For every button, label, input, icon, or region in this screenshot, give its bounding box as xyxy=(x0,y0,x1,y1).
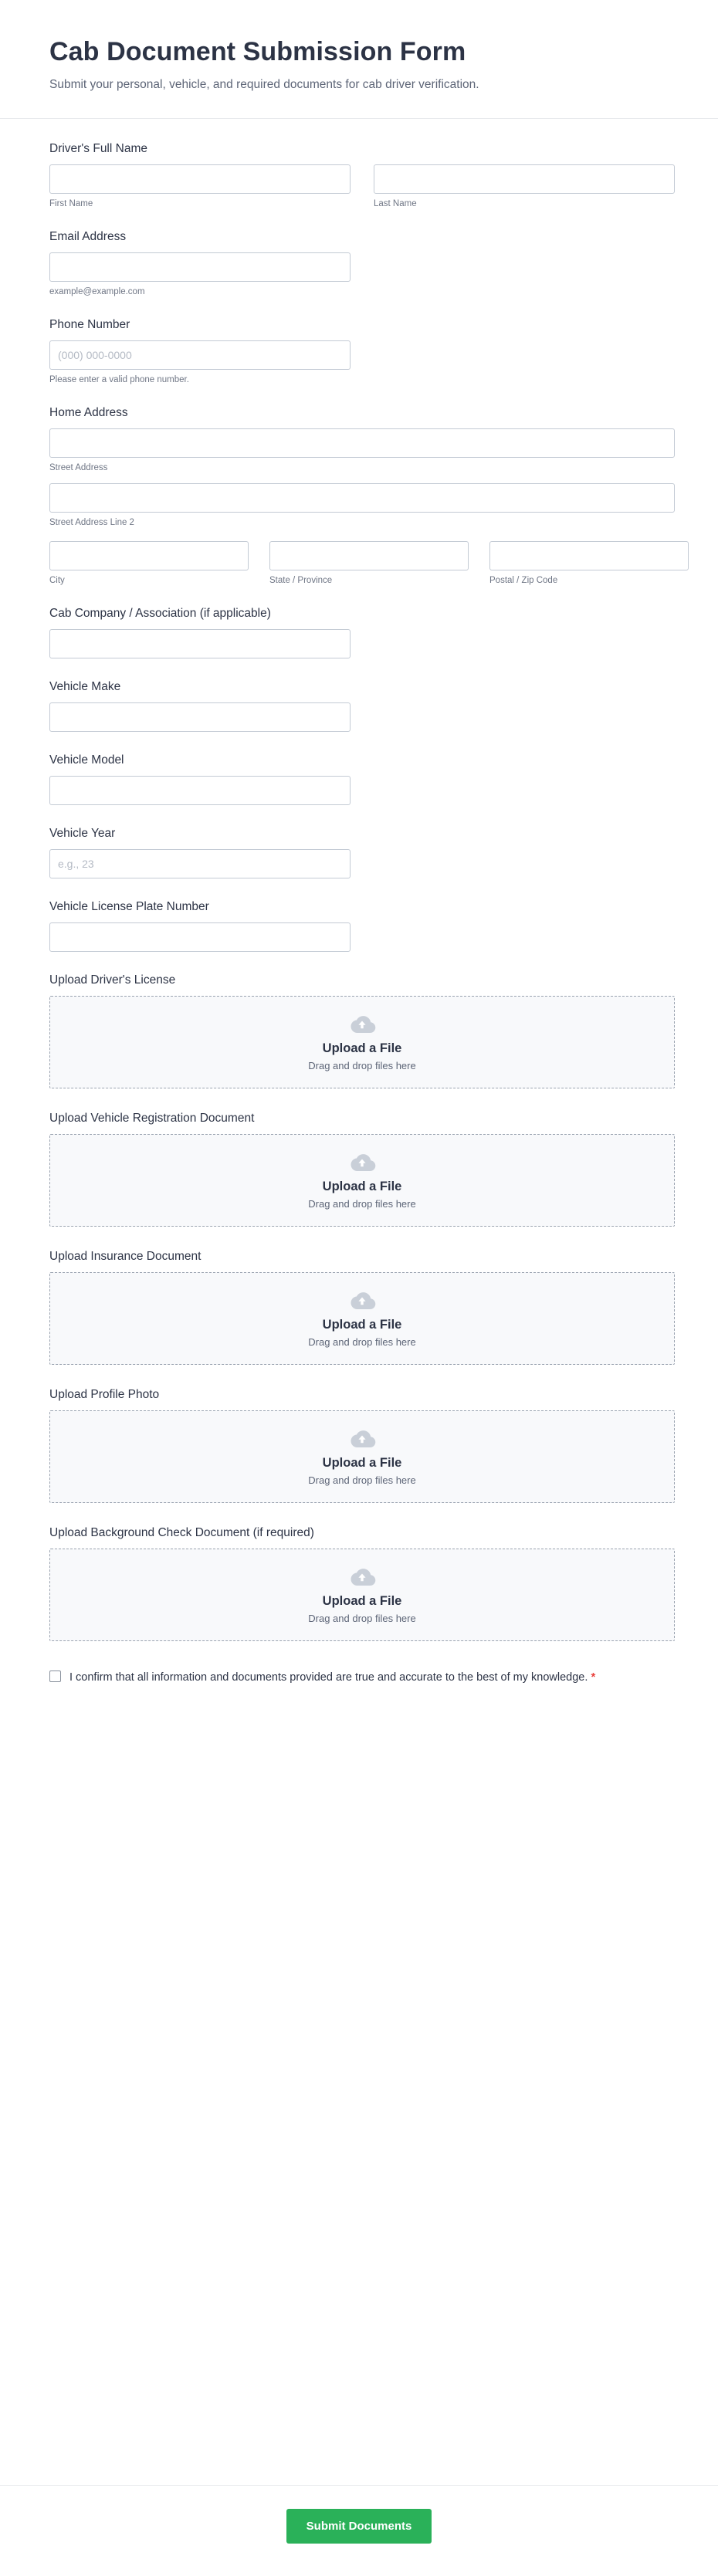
cloud-upload-icon xyxy=(347,1566,377,1587)
cloud-upload-icon xyxy=(347,1290,377,1311)
upload-drivers-license xyxy=(49,973,669,1088)
upload-insurance-document xyxy=(49,1250,669,1365)
upload-button-label: Upload a File xyxy=(322,1317,402,1332)
field-vehicle-year xyxy=(49,827,669,878)
field-phone xyxy=(49,318,669,384)
upload-background-check xyxy=(49,1526,669,1641)
postal-code-input[interactable] xyxy=(489,541,689,570)
street-address-input[interactable] xyxy=(49,428,675,458)
upload-drivers-license-label: Upload Driver's License xyxy=(49,973,176,987)
phone-label: Phone Number xyxy=(49,318,130,331)
home-address-label: Home Address xyxy=(49,406,128,419)
first-name-group xyxy=(49,164,351,208)
upload-insurance-dropzone[interactable] xyxy=(49,1272,675,1365)
upload-profile-photo-label: Upload Profile Photo xyxy=(49,1388,160,1401)
postal-code-sublabel: Postal / Zip Code xyxy=(489,576,558,585)
upload-drag-label: Drag and drop files here xyxy=(308,1197,416,1210)
city-group xyxy=(49,541,249,585)
field-cab-company xyxy=(49,607,669,658)
first-name-sublabel: First Name xyxy=(49,199,93,208)
upload-button-label: Upload a File xyxy=(322,1593,402,1608)
cloud-upload-icon xyxy=(347,1152,377,1173)
upload-vehicle-registration-label: Upload Vehicle Registration Document xyxy=(49,1112,255,1125)
city-sublabel: City xyxy=(49,576,65,585)
first-name-input[interactable] xyxy=(49,164,351,194)
last-name-group xyxy=(374,164,675,208)
upload-background-check-dropzone[interactable] xyxy=(49,1549,675,1641)
last-name-input[interactable] xyxy=(374,164,675,194)
cloud-upload-icon xyxy=(347,1014,377,1034)
vehicle-make-input[interactable] xyxy=(49,702,351,732)
field-license-plate xyxy=(49,900,669,952)
upload-background-check-label: Upload Background Check Document (if required) xyxy=(49,1526,314,1539)
form-footer xyxy=(0,2485,718,2576)
consent-checkbox[interactable] xyxy=(49,1671,61,1682)
vehicle-model-input[interactable] xyxy=(49,776,351,805)
form-body xyxy=(0,119,718,2485)
field-vehicle-make xyxy=(49,680,669,732)
full-name-label: Driver's Full Name xyxy=(49,142,147,155)
email-label: Email Address xyxy=(49,230,127,243)
state-province-sublabel: State / Province xyxy=(269,576,333,585)
submit-button[interactable]: Submit Documents xyxy=(286,2509,432,2544)
phone-sublabel: Please enter a valid phone number. xyxy=(49,375,189,384)
upload-button-label: Upload a File xyxy=(322,1455,402,1470)
required-marker: * xyxy=(591,1671,596,1684)
street-address-line2-input[interactable] xyxy=(49,483,675,513)
consent-label xyxy=(69,1669,595,1686)
field-full-name xyxy=(49,142,669,208)
consent-row xyxy=(49,1669,669,1686)
page-subtitle: Submit your personal, vehicle, and required documents for cab driver verification. xyxy=(49,78,479,91)
license-plate-label: Vehicle License Plate Number xyxy=(49,900,209,913)
state-province-input[interactable] xyxy=(269,541,469,570)
upload-profile-photo-dropzone[interactable] xyxy=(49,1410,675,1503)
field-home-address xyxy=(49,406,669,585)
cloud-upload-icon xyxy=(347,1428,377,1449)
upload-drag-label: Drag and drop files here xyxy=(308,1059,416,1071)
last-name-sublabel: Last Name xyxy=(374,199,417,208)
cab-company-label: Cab Company / Association (if applicable) xyxy=(49,607,271,620)
upload-drivers-license-dropzone[interactable] xyxy=(49,996,675,1088)
upload-drag-label: Drag and drop files here xyxy=(308,1612,416,1624)
cab-company-input[interactable] xyxy=(49,629,351,658)
street-address-sublabel: Street Address xyxy=(49,463,108,472)
email-sublabel: example@example.com xyxy=(49,287,145,296)
upload-button-label: Upload a File xyxy=(322,1179,402,1193)
page-title: Cab Document Submission Form xyxy=(49,37,466,66)
vehicle-year-label: Vehicle Year xyxy=(49,827,116,840)
upload-button-label: Upload a File xyxy=(322,1041,402,1055)
email-field[interactable] xyxy=(49,252,351,282)
city-input[interactable] xyxy=(49,541,249,570)
upload-profile-photo xyxy=(49,1388,669,1503)
consent-text: I confirm that all information and documents provided are true and accurate to the best of my knowledge. xyxy=(69,1671,588,1684)
full-name-row xyxy=(49,164,669,208)
state-group xyxy=(269,541,469,585)
upload-vehicle-registration-dropzone[interactable] xyxy=(49,1134,675,1227)
upload-insurance-label: Upload Insurance Document xyxy=(49,1250,202,1263)
field-email xyxy=(49,230,669,296)
vehicle-year-input[interactable] xyxy=(49,849,351,878)
phone-input[interactable] xyxy=(49,340,351,370)
upload-drag-label: Drag and drop files here xyxy=(308,1335,416,1348)
address-city-state-zip-row xyxy=(49,541,669,585)
vehicle-make-label: Vehicle Make xyxy=(49,680,121,693)
street-address-line2-sublabel: Street Address Line 2 xyxy=(49,518,134,527)
upload-drag-label: Drag and drop files here xyxy=(308,1474,416,1486)
license-plate-input[interactable] xyxy=(49,922,351,952)
field-vehicle-model xyxy=(49,753,669,805)
form-header xyxy=(0,0,718,119)
postal-group xyxy=(489,541,689,585)
upload-vehicle-registration xyxy=(49,1112,669,1227)
vehicle-model-label: Vehicle Model xyxy=(49,753,124,767)
